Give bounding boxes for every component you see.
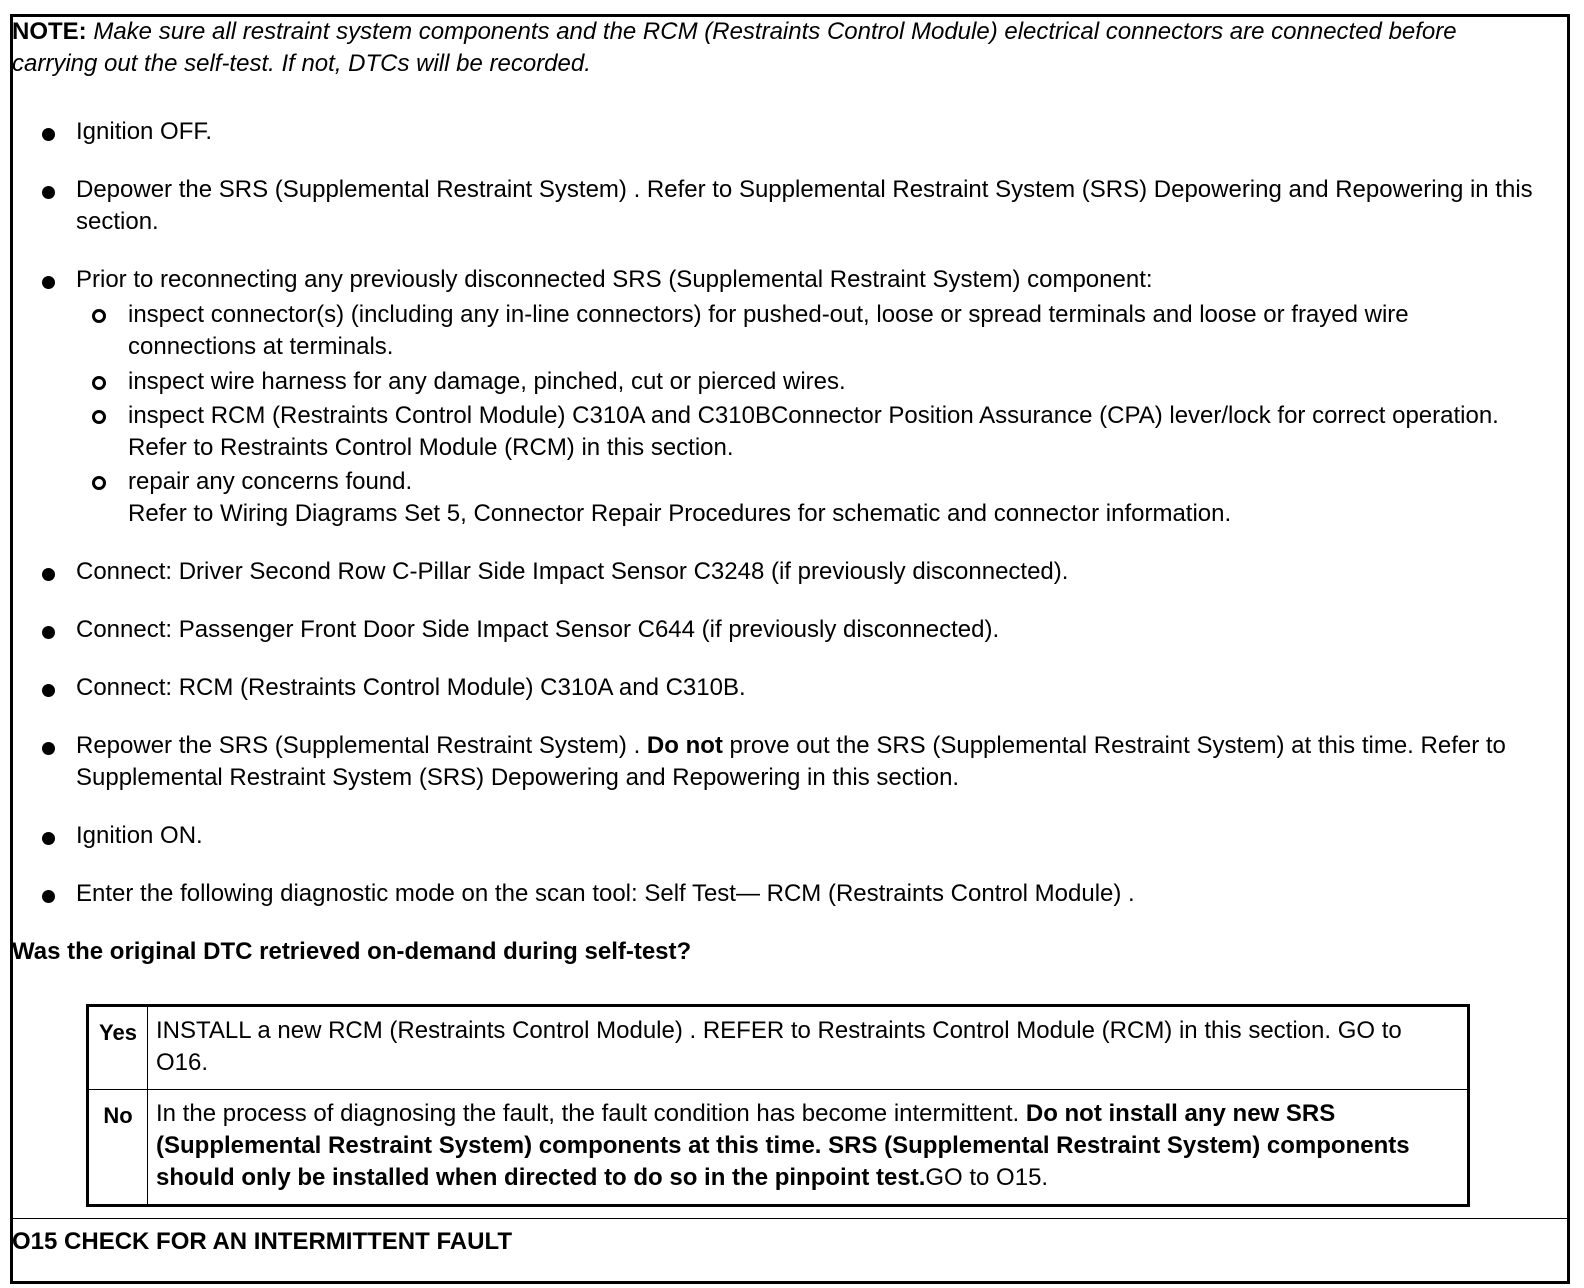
answer-text-cell [148, 1090, 1469, 1206]
circle-bullet-icon [92, 376, 106, 390]
repair-reference: Refer to Wiring Diagrams Set 5, Connector Repair Procedures for schematic and connector information. [128, 500, 1232, 527]
note-block [12, 16, 1542, 80]
sub-item-text: inspect RCM (Restraints Control Module) C310A and C310BConnector Position Assurance (CPA) lever/lock for correct operation. Refer to Restraints Control Module (RCM) in this section. [128, 402, 1499, 461]
step-text: Repower the SRS (Supplemental Restraint System) . [76, 732, 647, 759]
sub-item-text: inspect wire harness for any damage, pinched, cut or pierced wires. [128, 368, 846, 395]
answer-key: Yes [88, 1006, 148, 1090]
bullet-icon [42, 626, 55, 639]
sub-item-text: repair any concerns found. [128, 468, 413, 495]
step-text: Depower the SRS (Supplemental Restraint System) . Refer to Supplemental Restraint System (SRS) Depowering and Repowering in this section. [76, 176, 1533, 235]
step-text: Connect: Driver Second Row C-Pillar Side Impact Sensor C3248 (if previously disconnected). [76, 558, 1069, 585]
step-text: Connect: Passenger Front Door Side Impact Sensor C644 (if previously disconnected). [76, 616, 1000, 643]
answer-row-yes [88, 1006, 1469, 1090]
answer-key: No [88, 1090, 148, 1206]
answer-text: In the process of diagnosing the fault, the fault condition has become intermittent. [156, 1100, 1026, 1127]
circle-bullet-icon [92, 309, 106, 323]
bullet-icon [42, 128, 55, 141]
answer-warning: Do not install any new SRS (Supplemental Restraint System) components at this time. SRS (Supplemental Restraint System) components should only be installed when directed to do so in the pinpoint test. [156, 1100, 1410, 1191]
note-text: Make sure all restraint system components and the RCM (Restraints Control Module) electrical connectors are connected before carrying out the self-test. If not, DTCs will be recorded. [12, 18, 1457, 77]
bullet-icon [42, 742, 55, 755]
step-text-cont: prove out the SRS (Supplemental Restraint System) at this time. Refer to Supplemental Restraint System (SRS) Depowering and Repowering in this section. [76, 732, 1506, 791]
bullet-icon [42, 832, 55, 845]
bullet-icon [42, 684, 55, 697]
step-text: Connect: RCM (Restraints Control Module) C310A and C310B. [76, 674, 746, 701]
step-text: Prior to reconnecting any previously disconnected SRS (Supplemental Restraint System) component: [76, 266, 1153, 293]
sub-item-text: inspect connector(s) (including any in-line connectors) for pushed-out, loose or spread terminals and loose or frayed wire connections at terminals. [128, 301, 1409, 360]
answer-text: INSTALL a new RCM (Restraints Control Module) . REFER to Restraints Control Module (RCM) in this section. GO to O16. [148, 1006, 1469, 1090]
bullet-icon [42, 890, 55, 903]
step-text: Enter the following diagnostic mode on the scan tool: Self Test— RCM (Restraints Control Module) . [76, 880, 1135, 907]
answer-goto: GO to O15. [925, 1164, 1049, 1191]
circle-bullet-icon [92, 476, 106, 490]
bullet-icon [42, 186, 55, 199]
warning-text: Do not [646, 732, 723, 759]
answer-table [86, 1004, 1470, 1207]
step-text: Ignition OFF. [76, 118, 213, 145]
section-divider [10, 1218, 1570, 1219]
next-step-title: O15 CHECK FOR AN INTERMITTENT FAULT [12, 1228, 512, 1255]
step-text: Ignition ON. [76, 822, 203, 849]
circle-bullet-icon [92, 410, 106, 424]
bullet-icon [42, 276, 55, 289]
note-label: NOTE: [12, 18, 87, 45]
bullet-icon [42, 568, 55, 581]
test-question: Was the original DTC retrieved on-demand during self-test? [12, 938, 692, 965]
answer-row-no [88, 1090, 1469, 1206]
